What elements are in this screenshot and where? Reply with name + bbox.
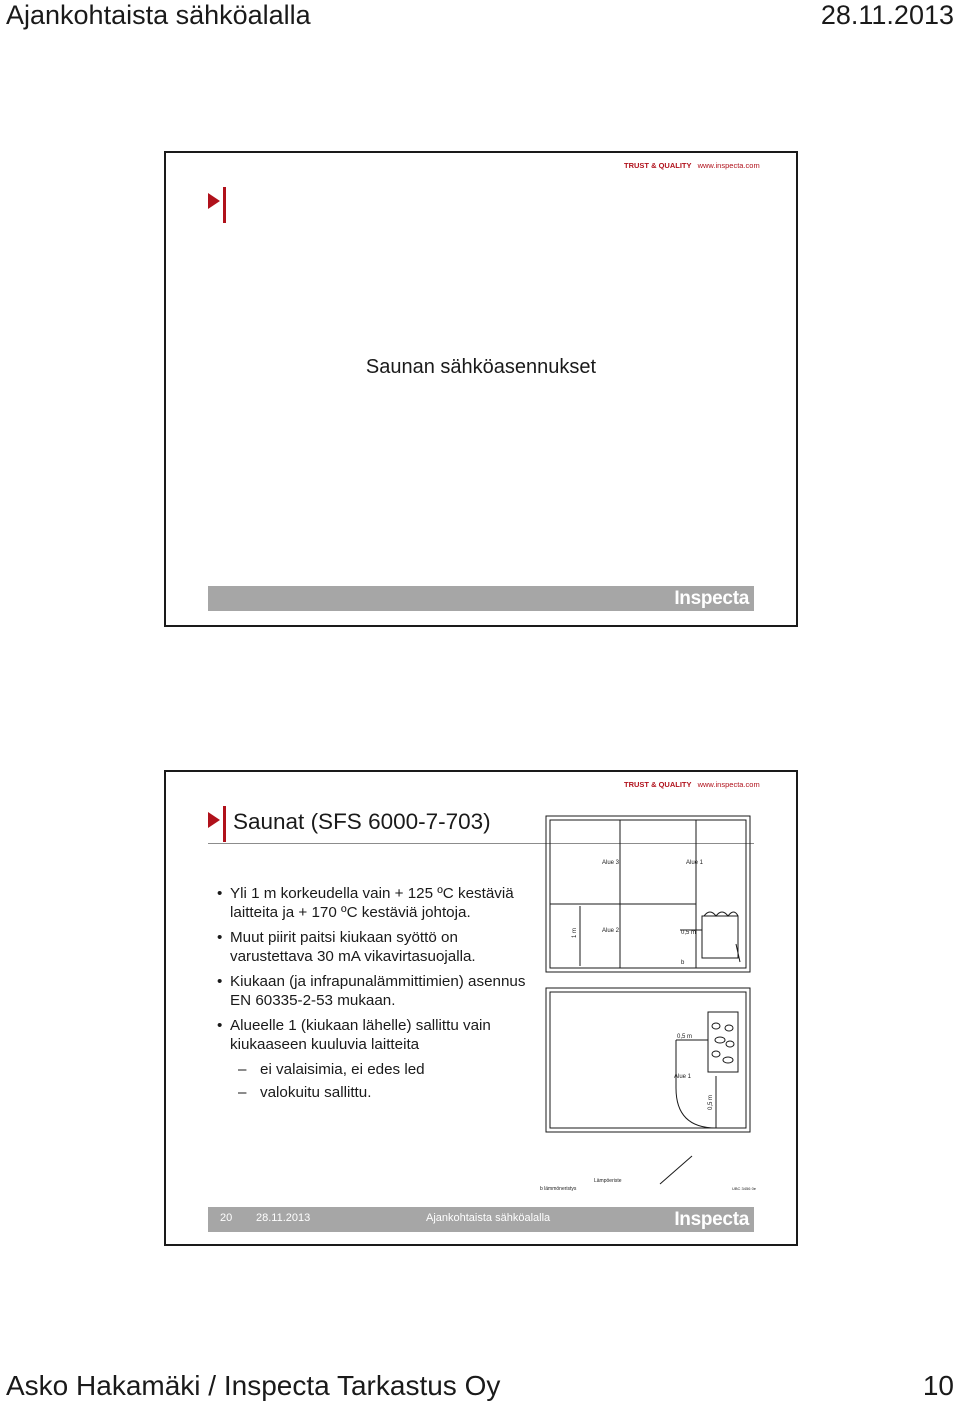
one-metre-label: 1 m [572,927,578,938]
sub-item: – ei valaisimia, ei edes led [238,1061,425,1078]
slide-page-number: 20 [220,1212,233,1224]
b-label: b [681,960,685,966]
bullet-list [216,884,526,1106]
diagram-code: UBC 3456 0e [732,1186,757,1191]
sub-item: – valokuitu sallittu. [238,1084,372,1101]
footer-page-number: 10 [922,1370,954,1401]
half-metre-label: 0,5 m [677,1034,693,1040]
trust-label: TRUST & QUALITY [624,161,692,170]
slide-title: Saunan sähköasennukset [365,356,597,378]
half-metre-label: 0,5 m [708,1094,714,1110]
inspecta-flag-icon [208,806,230,842]
footer-author: Asko Hakamäki / Inspecta Tarkastus Oy [6,1370,501,1401]
brand-url: www.inspecta.com [697,161,760,170]
trust-quality-tagline [624,780,760,789]
zone-3-label: Alue 3 [602,860,620,866]
slide-1 [164,151,798,627]
brand-bar [208,586,754,611]
header-title: Ajankohtaista sähköalalla [6,0,311,30]
bullet-item: • Alueelle 1 (kiukaan lähelle) sallittu vain kiukaaseen kuuluvia laitteita [217,1017,491,1053]
page-footer [0,1370,960,1404]
legend-insulation: b lämmöneristys [540,1186,577,1192]
slide-title: Saunat (SFS 6000-7-703) [233,809,491,834]
half-metre-label: 0,5 m [681,930,697,936]
slide-footer-event: Ajankohtaista sähköalalla [426,1212,551,1224]
bullet-item: • Muut piirit paitsi kiukaan syöttö on varustettava 30 mA vikavirtasuojalla. [217,929,476,965]
bullet-item: • Kiukaan (ja infrapunalämmittimien) asennus EN 60335-2-53 mukaan. [217,973,526,1009]
bullet-item: • Yli 1 m korkeudella vain + 125 ºC kestäviä laitteita ja + 170 ºC kestäviä johtoja. [217,885,514,921]
slide-2 [164,770,798,1246]
header-date: 28.11.2013 [820,0,954,30]
zone-1-label: Alue 1 [674,1074,692,1080]
inspecta-logo: Inspecta [674,588,749,609]
brand-url: www.inspecta.com [697,780,760,789]
page-header [0,0,960,30]
zone-2-label: Alue 2 [602,928,620,934]
inspecta-flag-icon [208,187,230,223]
trust-label: TRUST & QUALITY [624,780,692,789]
inspecta-logo: Inspecta [674,1209,749,1230]
trust-quality-tagline [624,161,760,170]
zone-1-label: Alue 1 [686,860,704,866]
legend-heater: Lämpöeriste [594,1178,622,1184]
brand-bar [208,1207,754,1232]
sauna-zone-diagram [536,812,760,1196]
slide-footer-date: 28.11.2013 [256,1212,311,1224]
